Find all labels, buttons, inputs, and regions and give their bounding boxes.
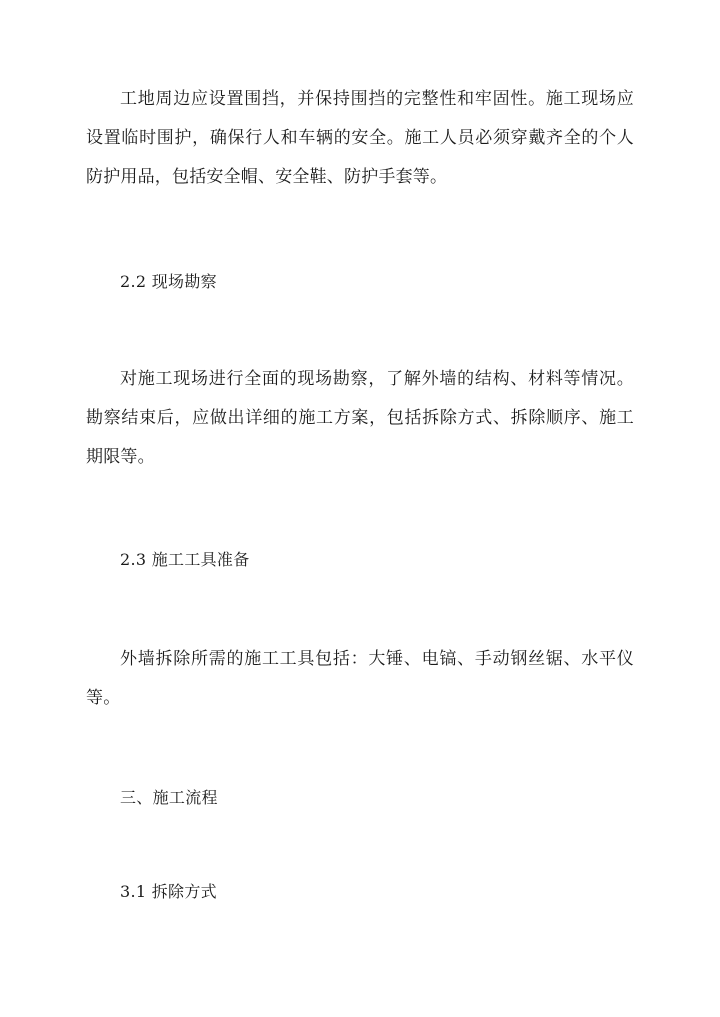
- paragraph-tool-list: 外墙拆除所需的施工工具包括：大锤、电镐、手动钢丝锯、水平仪等。: [86, 649, 634, 708]
- heading-demolition-method: 3.1 拆除方式: [120, 882, 217, 901]
- heading-construction-process: 三、施工流程: [120, 788, 218, 807]
- paragraph-site-survey: 对施工现场进行全面的现场勘察，了解外墙的结构、材料等情况。勘察结束后，应做出详细的施工方案，包括拆除方式、拆除顺序、施工期限等。: [86, 369, 634, 467]
- paragraph-site-enclosure: 工地周边应设置围挡，并保持围挡的完整性和牢固性。施工现场应设置临时围护，确保行人和车辆的安全。施工人员必须穿戴齐全的个人防护用品，包括安全帽、安全鞋、防护手套等。: [86, 89, 634, 187]
- heading-tool-preparation: 2.3 施工工具准备: [120, 550, 250, 569]
- heading-site-survey: 2.2 现场勘察: [120, 272, 217, 291]
